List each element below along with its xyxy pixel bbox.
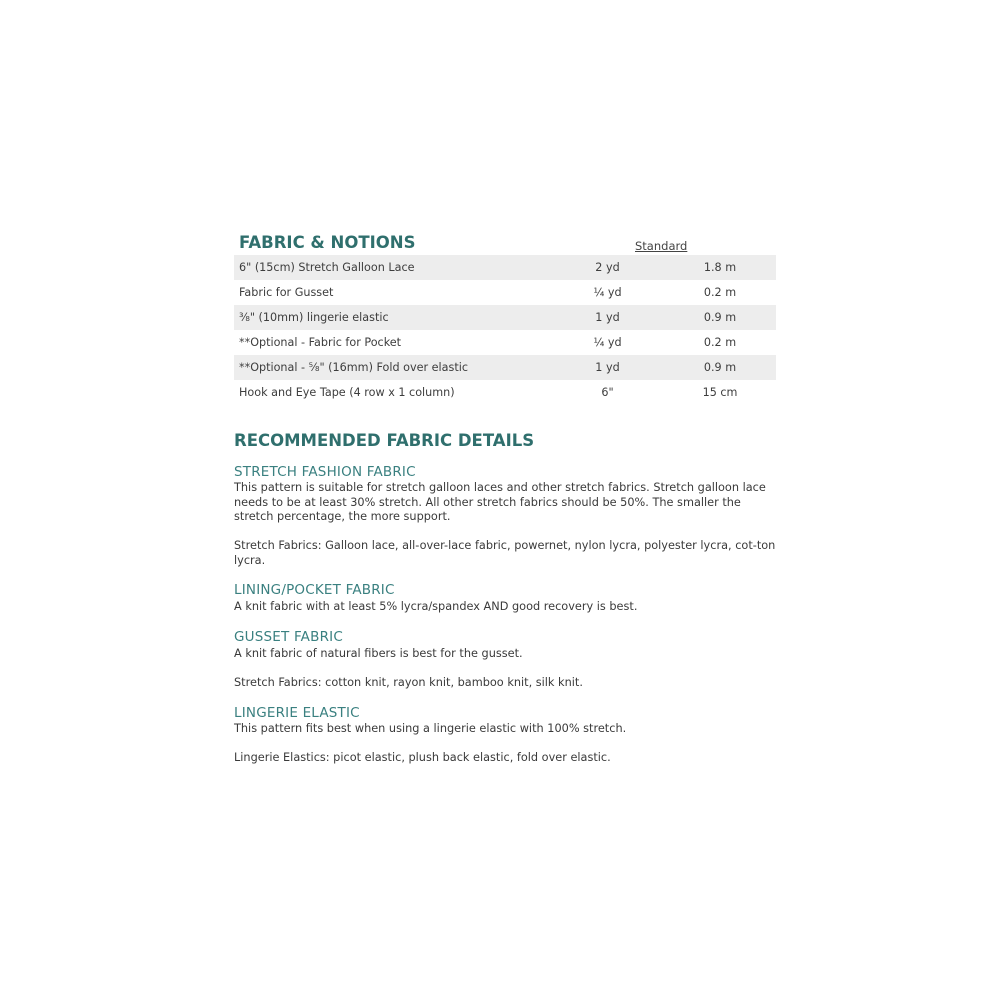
row-imperial: 1 yd [595, 361, 620, 374]
row-metric: 0.2 m [703, 336, 737, 349]
gusset-heading: GUSSET FABRIC [234, 629, 343, 645]
row-imperial: 6" [601, 386, 614, 399]
row-item: ⅜" (10mm) lingerie elastic [239, 311, 389, 324]
table-row [234, 305, 776, 330]
row-imperial: 2 yd [595, 261, 620, 274]
row-item: 6" (15cm) Stretch Galloon Lace [239, 261, 415, 274]
table-row [234, 280, 776, 305]
stretch-fashion-heading: STRETCH FASHION FABRIC [234, 464, 416, 480]
lining-pocket-heading: LINING/POCKET FABRIC [234, 582, 395, 598]
lingerie-elastic-heading: LINGERIE ELASTIC [234, 705, 360, 721]
gusset-paragraph: A knit fabric of natural fibers is best for the gusset. [234, 647, 523, 660]
row-item: Hook and Eye Tape (4 row x 1 column) [239, 386, 455, 399]
row-item: Fabric for Gusset [239, 286, 334, 299]
table-row [234, 355, 776, 380]
stretch-fabrics-paragraph: Stretch Fabrics: Galloon lace, all-over-lace fabric, powernet, nylon lycra, polyester lycra, cot-ton lycra. [234, 539, 776, 567]
row-metric: 15 cm [702, 386, 738, 399]
lining-pocket-paragraph: A knit fabric with at least 5% lycra/spandex AND good recovery is best. [234, 600, 638, 613]
row-item: **Optional - Fabric for Pocket [239, 336, 402, 349]
recommended-fabric-title: RECOMMENDED FABRIC DETAILS [234, 431, 535, 450]
row-metric: 0.9 m [703, 311, 737, 324]
row-metric: 0.2 m [703, 286, 737, 299]
row-imperial: 1 yd [595, 311, 620, 324]
standard-column-label: Standard [635, 239, 688, 253]
lingerie-elastics-paragraph: Lingerie Elastics: picot elastic, plush back elastic, fold over elastic. [234, 751, 611, 764]
table-row [234, 255, 776, 280]
row-item: **Optional - ⅝" (16mm) Fold over elastic [239, 361, 468, 374]
fabric-notions-title: FABRIC & NOTIONS [239, 233, 416, 252]
table-row [234, 330, 776, 355]
stretch-fashion-paragraph: This pattern is suitable for stretch galloon laces and other stretch fabrics. Stretch galloon lace needs to be at least 30% stretch. All other stretch fabrics should be 50%. The smaller the stretch percentage, the more support. [234, 481, 766, 523]
lingerie-elastic-paragraph: This pattern fits best when using a lingerie elastic with 100% stretch. [234, 722, 627, 735]
row-metric: 1.8 m [703, 261, 737, 274]
table-row [234, 380, 776, 405]
row-imperial: ¼ yd [593, 336, 622, 349]
row-metric: 0.9 m [703, 361, 737, 374]
fabric-notions-table [234, 255, 776, 405]
gusset-fabrics-paragraph: Stretch Fabrics: cotton knit, rayon knit, bamboo knit, silk knit. [234, 676, 583, 689]
row-imperial: ¼ yd [593, 286, 622, 299]
